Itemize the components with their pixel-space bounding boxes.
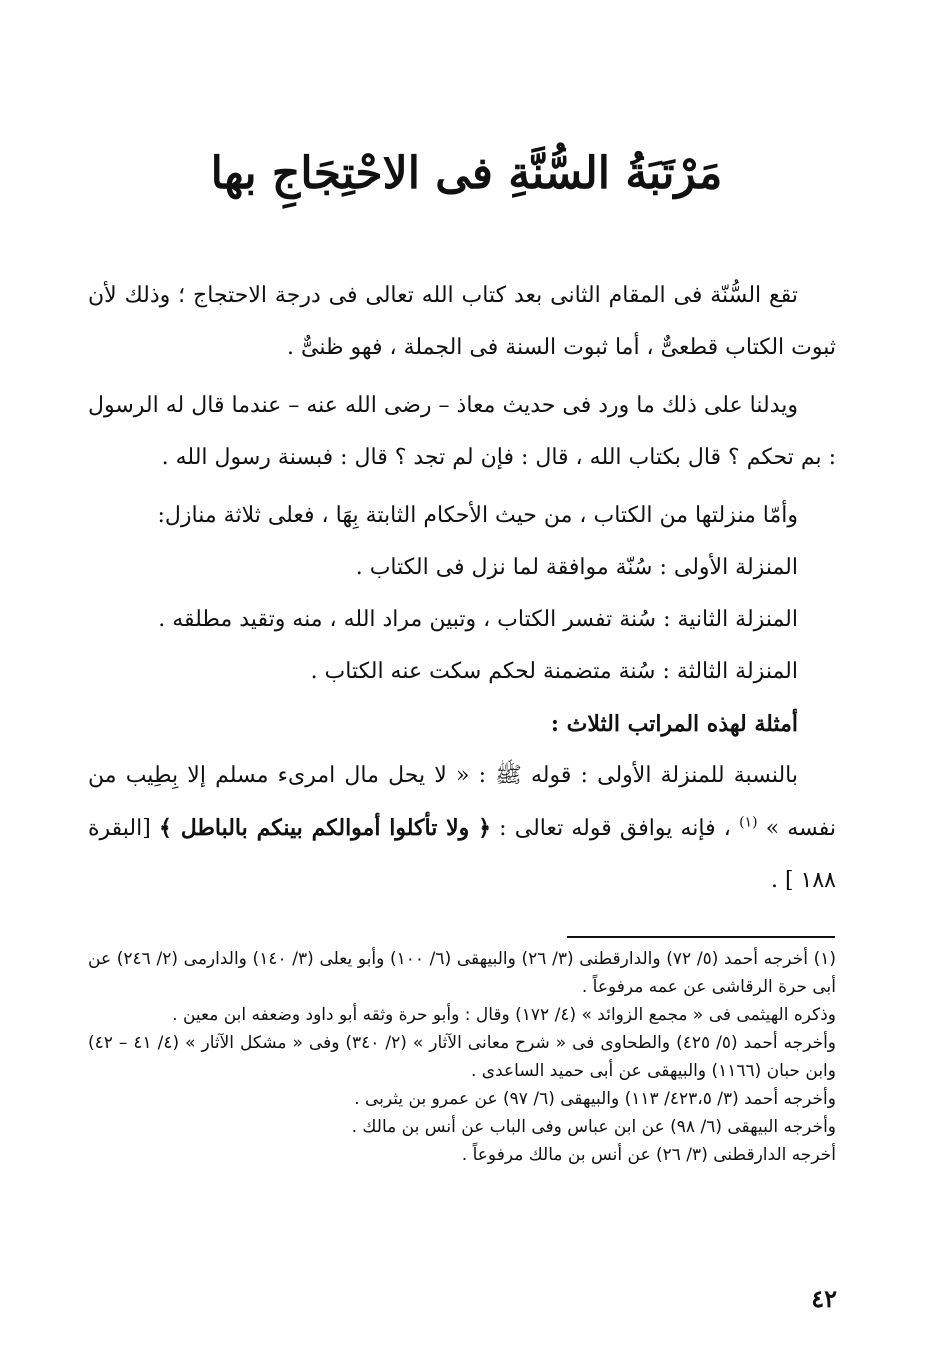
footnote-line: أخرجه الدارقطنى (٣/ ٢٦) عن أنس بن مالك مرفوعاً . [461,1145,836,1165]
footnote-line: وأخرجه أحمد (٣/ ٤٢٣،٥/ ١١٣) والبيهقى (٦/ ٩٧) عن عمرو بن يثربى . [354,1089,836,1109]
page-title: مَرْتَبَةُ السُّنَّةِ فى الاحْتِجَاجِ بها [210,148,723,199]
tier-second: المنزلة الثانية : سُنة تفسر الكتاب ، وتبين مراد الله ، منه وتقيد مطلقه . [158,607,798,632]
paragraph-muadh-hadith: ويدلنا على ذلك ما ورد فى حديث معاذ – رضى الله عنه – عندما قال له الرسول : بم تحكم ؟ قال بكتاب الله ، قال : فإن لم تجد ؟ قال : فبسنة رسول الله . [88,393,836,470]
tier-first: المنزلة الأولى : سُنّة موافقة لما نزل فى الكتاب . [355,555,798,580]
main-text [88,270,836,907]
example-connector-text: ، فإنه يوافق قوله تعالى : [499,816,731,841]
page-number: ٤٢ [811,1284,837,1313]
footnote-line: (١) أخرجه أحمد (٥/ ٧٢) والدارقطنى (٣/ ٢٦) والبيهقى (٦/ ١٠٠) وأبو يعلى (٣/ ١٤٠) والدارمى (٢/ ٢٤٦) عن أبى حرة الرقاشى عن عمه مرفوعاً . [88,949,837,997]
example-hadith-text: بالنسبة للمنزلة الأولى : قوله ﷺ : « لا يحل مال امرىء مسلم إلا بِطِيب من نفسه » [88,763,836,841]
paragraph-example [88,750,836,907]
paragraph-ranks-intro: وأمّا منزلتها من الكتاب ، من حيث الأحكام الثابتة بِهَا ، فعلى ثلاثة منازل: [157,503,798,528]
tier-third: المنزلة الثالثة : سُنة متضمنة لحكم سكت عنه الكتاب . [310,659,798,684]
footnote-marker: (١) [739,814,758,831]
footnote-line: وذكره الهيثمى فى « مجمع الزوائد » (٤/ ١٧٢) وقال : وأبو حرة وثقه أبو داود وضعفه ابن معين . [172,1005,836,1025]
footnote-line: وأخرجه البيهقى (٦/ ٩٨) عن ابن عباس وفى الباب عن أنس بن مالك . [351,1117,836,1137]
verse-reference: [البقرة ١٨٨ ] . [88,816,836,893]
footnote-line: وأخرجه أحمد (٥/ ٤٢٥) والطحاوى فى « شرح معانى الآثار » (٢/ ٣٤٠) وفى « مشكل الآثار » (٤/ ٤١ – ٤٢) وابن حبان (١١٦٦) والبيهقى عن أبى حميد الساعدى . [88,1033,837,1081]
footnotes [88,945,836,1169]
paragraph-intro: تقع السُّنّة فى المقام الثانى بعد كتاب الله تعالى فى درجة الاحتجاج ؛ وذلك لأن ثبوت الكتاب قطعىٌّ ، أما ثبوت السنة فى الجملة ، فهو ظنىٌّ . [88,283,836,360]
quran-verse: ﴿ ولا تأكلوا أموالكم بينكم بالباطل ﴾ [159,815,492,841]
examples-heading: أمثلة لهذه المراتب الثلاث : [550,711,798,737]
footnote-separator [567,936,835,938]
